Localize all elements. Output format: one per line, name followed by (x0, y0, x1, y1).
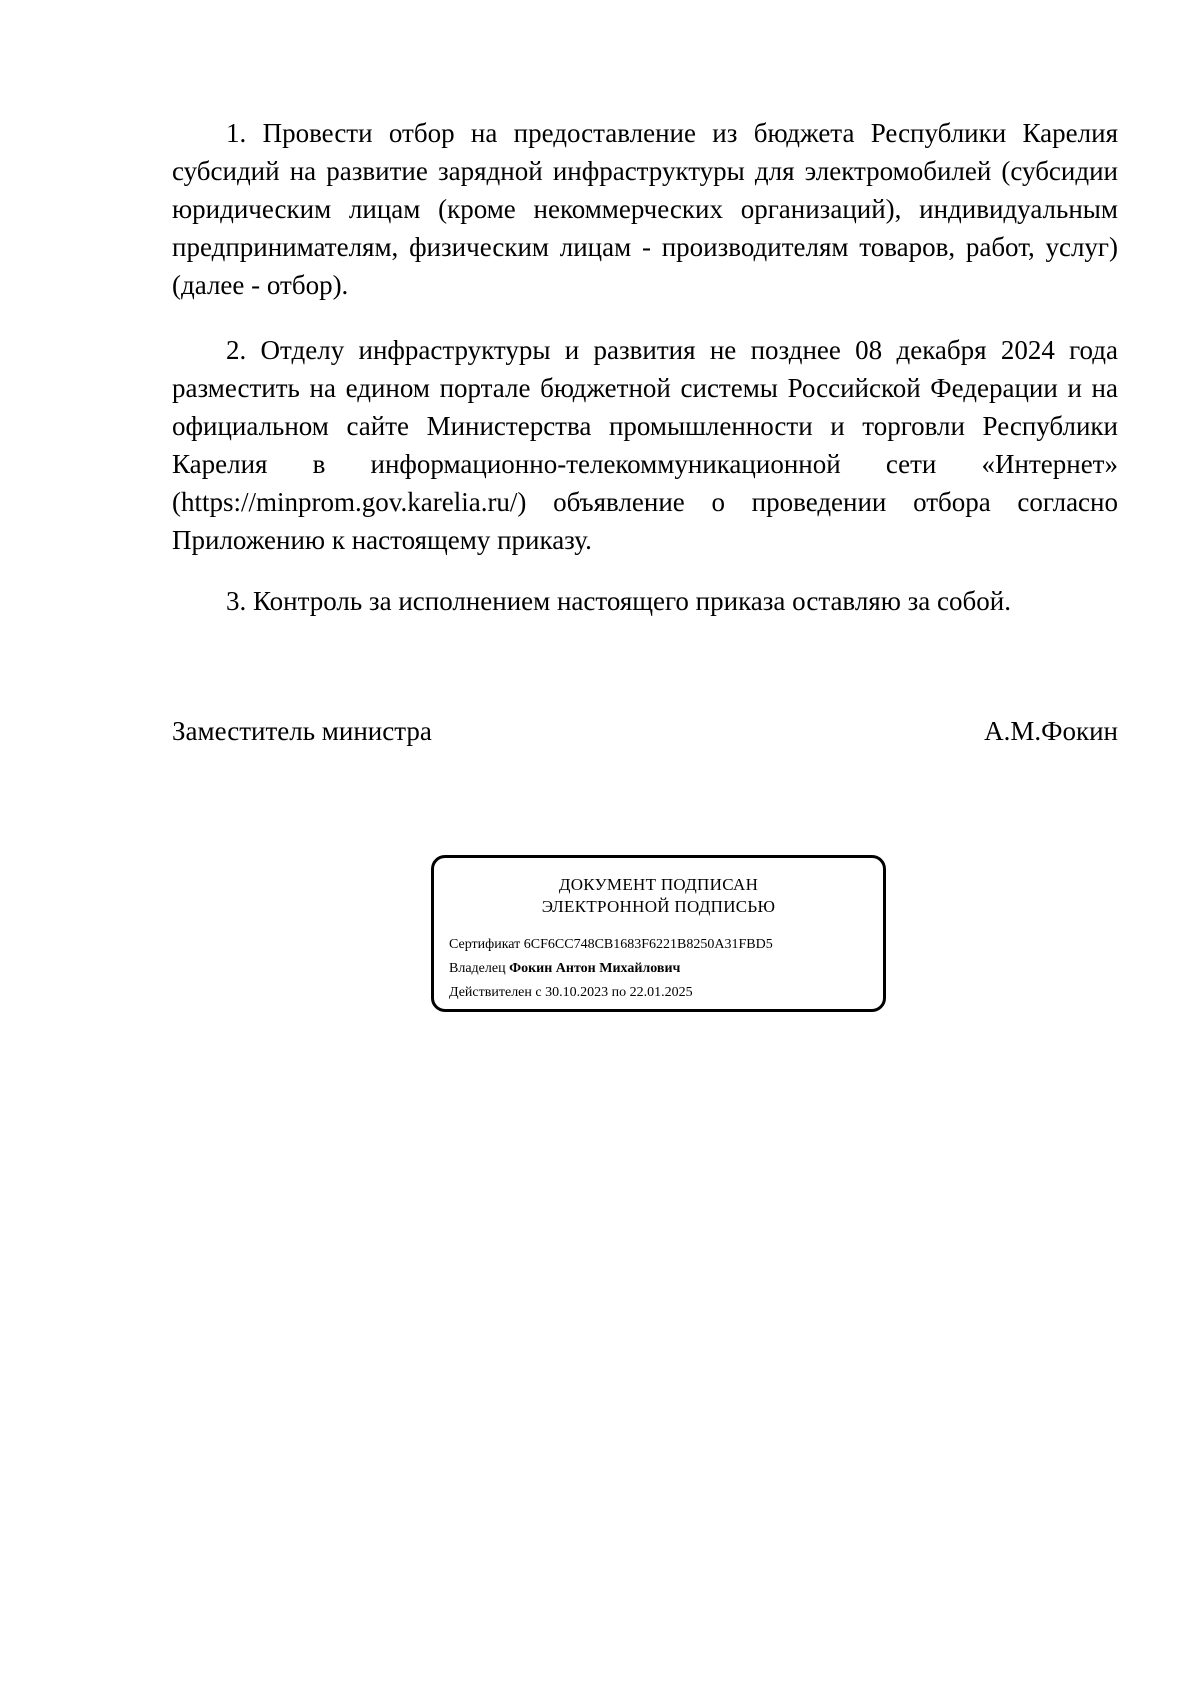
stamp-owner (449, 958, 680, 980)
stamp-owner-value: Фокин Антон Михайлович (509, 961, 681, 976)
stamp-title-line-1: ДОКУМЕНТ ПОДПИСАН (558, 875, 759, 894)
signatory-name: А.М.Фокин (984, 716, 1118, 746)
stamp-valid-from: 30.10.2023 (545, 985, 609, 1000)
stamp-valid-to: 22.01.2025 (629, 985, 693, 1000)
stamp-valid-to-label: по (611, 985, 627, 1000)
stamp-valid-label: Действителен с (449, 985, 542, 1000)
stamp-certificate (449, 934, 773, 956)
paragraph-3: 3. Контроль за исполнением настоящего приказа оставляю за собой. (226, 586, 1011, 616)
stamp-owner-label: Владелец (449, 961, 506, 976)
stamp-title-line-2: ЭЛЕКТРОННОЙ ПОДПИСЬЮ (541, 897, 776, 916)
stamp-certificate-label: Сертификат (449, 937, 521, 952)
stamp-certificate-value: 6CF6CC748CB1683F6221B8250A31FBD5 (523, 937, 773, 952)
electronic-signature-stamp (431, 855, 886, 1012)
paragraph-1: 1. Провести отбор на предоставление из бюджета Республики Карелия субсидий на развитие зарядной инфраструктуры для электромобилей (субсидии юридическим лицам (кроме некоммерческих организаций), индивидуальным предпринимателям, физическим лицам - производителям товаров, работ, услуг) (далее - отбор). (172, 118, 1118, 300)
stamp-validity (449, 982, 693, 1004)
signatory-position: Заместитель министра (172, 716, 432, 746)
paragraph-2: 2. Отделу инфраструктуры и развития не позднее 08 декабря 2024 года разместить на едином портале бюджетной системы Российской Федерации и на официальном сайте Министерства промышленности и торговли Республики Карелия в информационно-телекоммуникационной сети «Интернет» (https://minprom.gov.karelia.ru/) объявление о проведении отбора согласно Приложению к настоящему приказу. (172, 335, 1118, 555)
